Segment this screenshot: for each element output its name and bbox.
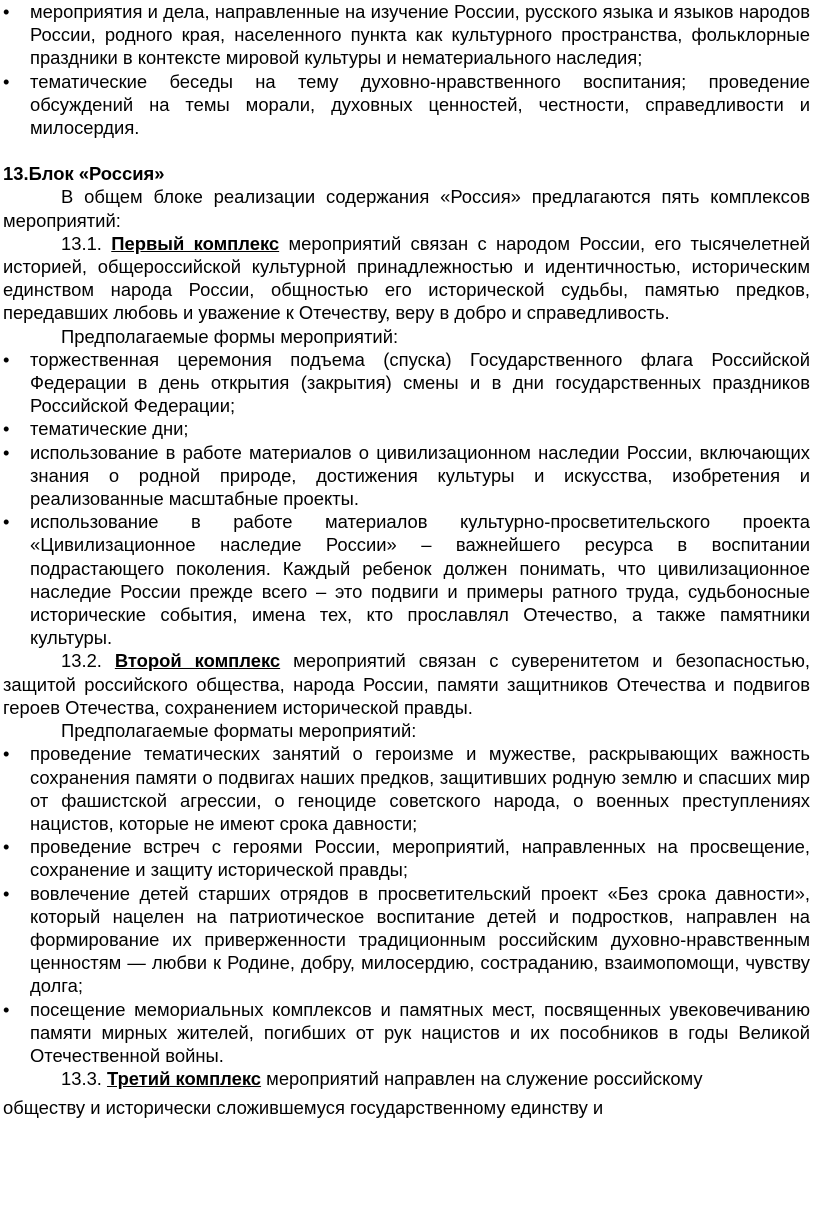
list-item [3,742,810,835]
section-intro: В общем блоке реализации содержания «Россия» предлагаются пять комплексов мероприятий: [3,186,810,231]
complex-1-paragraph [3,232,810,325]
list-item-text: посещение мемориальных комплексов и памятных мест, посвященных увековечиванию памяти мирных жителей, погибших от рук нацистов и их пособников в годы Великой Отечественной войны. [30,998,810,1066]
complex-1-number: 13.1. [61,232,102,254]
bullet-icon: • [3,348,10,370]
bullet-icon: • [3,998,10,1020]
list-item [3,441,810,511]
complex-1-forms-list [3,348,810,650]
bullet-icon: • [3,441,10,463]
bullet-icon: • [3,70,10,92]
complex-1-name: Первый комплекс [111,232,280,254]
list-item-text: проведение встреч с героями России, мероприятий, направленных на просвещение, сохранение и защиту исторической правды; [30,836,810,881]
list-item [3,835,810,881]
bullet-icon: • [3,418,10,440]
complex-3-text: мероприятий направлен на служение российскому [266,1068,703,1090]
list-item-text: использование в работе материалов культурно-просветительского проекта «Цивилизационное наследие России» – важнейшего ресурса в воспитании подрастающего поколения. Каждый ребенок должен понимать, что цивилизационное наследие России прежде всего – это подвиги и примеры ратного труда, судьбоносные исторические события, имена тех, кто прославлял Отечество, а также памятники культуры. [30,511,810,649]
intro-bullet-list [3,0,810,139]
list-item [3,70,810,140]
list-item [3,998,810,1068]
complex-2-paragraph [3,649,810,719]
list-item-text: мероприятия и дела, направленные на изучение России, русского языка и языков народов России, родного края, населенного пункта как культурного пространства, фольклорные праздники в контексте мировой культуры и нематериального наследия; [30,1,810,69]
list-item-text: проведение тематических занятий о героизме и мужестве, раскрывающих важность сохранения памяти о подвигах наших предков, защитивших родную землю и спасших мир от фашистской агрессии, о геноциде советского народа, о военных преступлениях нацистов, которые не имеют срока давности; [30,743,810,834]
list-item [3,0,810,70]
complex-3-paragraph [3,1067,810,1090]
complex-1-text: мероприятий связан с народом России, его тысячелетней историей, общероссийской культурной принадлежностью и идентичностью, историческим единством народа России, общностью его исторической судьбы, памятью предков, передавших любовь и уважение к Отечеству, веру в добро и справедливость. [3,232,810,324]
complex-3-name: Третий комплекс [107,1068,262,1090]
complex-2-number: 13.2. [61,650,102,672]
list-item-text: торжественная церемония подъема (спуска) Государственного флага Российской Федерации в день открытия (закрытия) смены и в дни государственных праздников Российской Федерации; [30,348,810,417]
list-item-text: использование в работе материалов о цивилизационном наследии России, включающих знания о родной природе, достижения культуры и искусства, изобретения и реализованные масштабные проекты. [30,441,810,510]
bullet-icon: • [3,1,10,22]
bullet-icon: • [3,511,10,533]
list-item [3,510,810,649]
list-item [3,882,810,998]
complex-2-text: мероприятий связан с суверенитетом и безопасностью, защитой российского общества, народа России, памяти защитников Отечества и подвигов героев Отечества, сохранением исторической правды. [3,650,810,718]
list-item [3,417,810,440]
complex-3-continuation: обществу и исторически сложившемуся государственному единству и [3,1097,604,1119]
complex-2-forms-list [3,742,810,1067]
complex-2-name: Второй комплекс [114,650,281,672]
complex-1-forms-label: Предполагаемые формы мероприятий: [61,325,399,347]
bullet-icon: • [3,836,10,858]
list-item-text: тематические беседы на тему духовно-нравственного воспитания; проведение обсуждений на темы морали, духовных ценностей, честности, справедливости и милосердия. [30,70,810,139]
list-item [3,348,810,418]
bullet-icon: • [3,882,10,904]
complex-2-forms-label: Предполагаемые форматы мероприятий: [61,720,417,742]
complex-3-number: 13.3. [61,1068,102,1090]
section-title: 13.Блок «Россия» [3,163,165,185]
list-item-text: тематические дни; [30,418,189,440]
list-item-text: вовлечение детей старших отрядов в просветительский проект «Без срока давности», который нацелен на патриотическое воспитание детей и подростков, направлен на формирование их приверженности традиционным российским духовно-нравственным ценностям — любви к Родине, добру, милосердию, состраданию, взаимопомощи, чувству долга; [30,882,810,997]
bullet-icon: • [3,743,10,765]
